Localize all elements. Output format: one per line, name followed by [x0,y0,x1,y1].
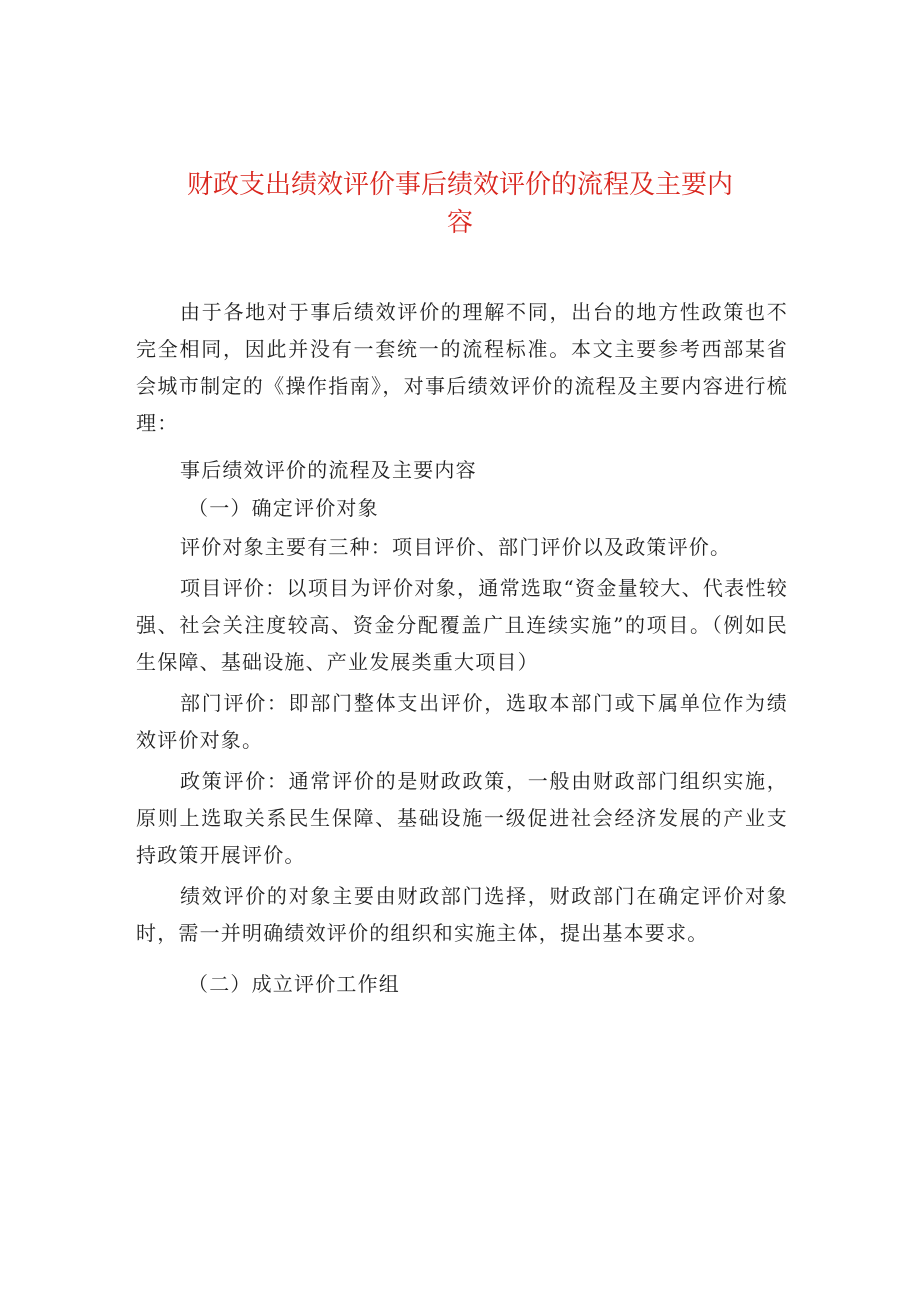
paragraph-department-evaluation: 部门评价：即部门整体支出评价，选取本部门或下属单位作为绩效评价对象。 [136,691,788,752]
section-heading: 事后绩效评价的流程及主要内容 [180,458,477,482]
paragraph-policy-evaluation: 政策评价：通常评价的是财政政策，一般由财政部门组织实施，原则上选取关系民生保障、基础设施一级促进社会经济发展的产业支持政策开展评价。 [136,769,788,867]
intro-paragraph-block [136,294,788,442]
intro-paragraph: 由于各地对于事后绩效评价的理解不同，出台的地方性政策也不完全相同，因此并没有一套统一的流程标准。本文主要参考西部某省会城市制定的《操作指南》，对事后绩效评价的流程及主要内容进行梳理： [136,300,788,435]
subsection-heading-2: （二）成立评价工作组 [188,972,400,996]
subsection-heading-1: （一）确定评价对象 [188,496,379,520]
main-paragraph-block [136,529,788,952]
paragraph-evaluation-types: 评价对象主要有三种：项目评价、部门评价以及政策评价。 [180,535,732,559]
paragraph-project-evaluation: 项目评价：以项目为评价对象，通常选取“资金量较大、代表性较强、社会关注度较高、资金分配覆盖广且连续实施”的项目。（例如民生保障、基础设施、产业发展类重大项目） [136,576,788,674]
document-title-line-2: 容 [446,208,473,238]
document-title [0,166,920,242]
paragraph-evaluation-object-selection: 绩效评价的对象主要由财政部门选择，财政部门在确定评价对象时，需一并明确绩效评价的组织和实施主体，提出基本要求。 [136,884,788,945]
document-title-line-1: 财政支出绩效评价事后绩效评价的流程及主要内 [186,170,733,200]
